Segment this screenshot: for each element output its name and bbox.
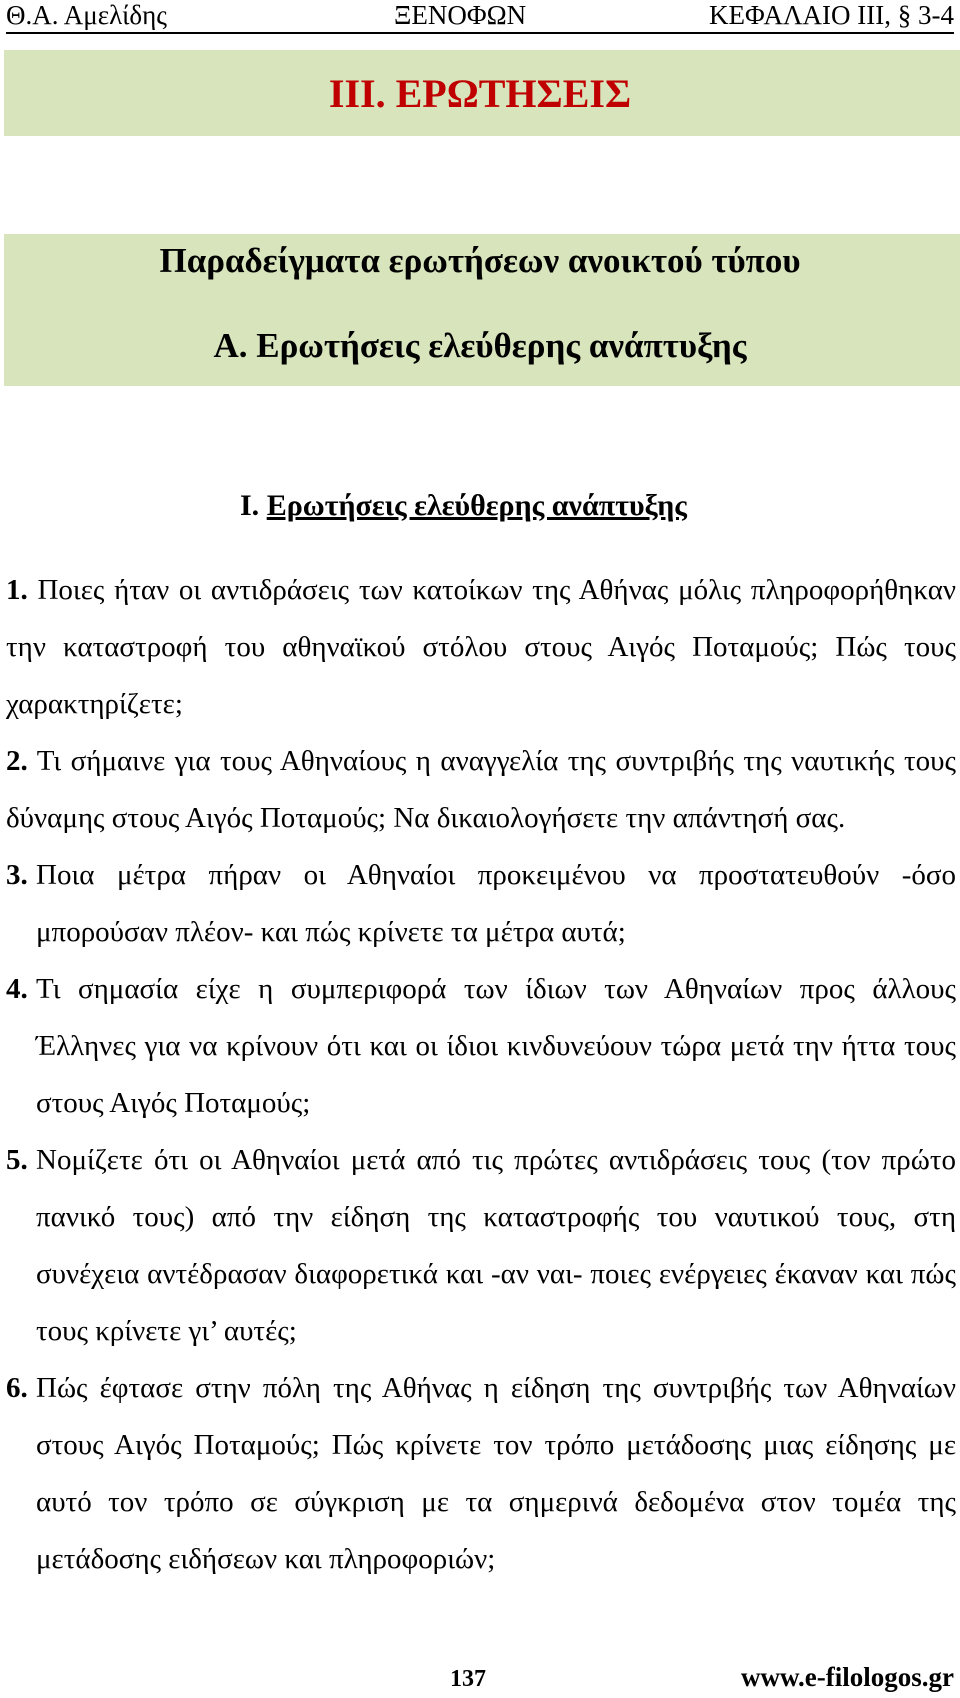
question-text: Τι σημασία είχε η συμπεριφορά των ίδιων των Αθηναίων προς άλλους Έλληνες για να κρίνουν ότι και οι ίδιοι κινδυνεύουν τώρα μετά την ήττα τους στους Αιγός Ποταμούς; [36,973,956,1119]
question-item [6,847,956,961]
header-author: Θ.Α. Αμελίδης [6,0,167,30]
question-item [6,1360,956,1588]
page-number: 137 [450,1666,486,1692]
question-number: 6. [6,1372,28,1404]
section-title: Ερωτήσεις ελεύθερης ανάπτυξης [266,489,687,522]
subtitle-open-questions: Παραδείγματα ερωτήσεων ανοικτού τύπου [159,241,801,280]
question-item [6,961,956,1132]
question-number: 3. [6,859,28,891]
question-text: Νομίζετε ότι οι Αθηναίοι μετά από τις πρώτες αντιδράσεις τους (τον πρώτο πανικό τους) από την είδηση της καταστροφής του ναυτικού τους, στη συνέχεια αντέδρασαν διαφορετικά και -αν ναι- ποιες ενέργειες έκαναν και πώς τους κρίνετε γι’ αυτές; [36,1144,956,1347]
section-number: Ι. [240,489,260,522]
question-number: 4. [6,973,28,1005]
chapter-title: ΙΙΙ. ΕΡΩΤΗΣΕΙΣ [328,71,632,116]
question-list [6,562,956,1588]
question-item [6,733,956,847]
section-heading [240,486,687,526]
question-text: Πώς έφτασε στην πόλη της Αθήνας η είδηση της συντριβής των Αθηναίων στους Αιγός Ποταμούς; Πώς κρίνετε τον τρόπο μετάδοσης μιας είδησης με αυτό τον τρόπο σε σύγκριση με τα σημερινά δεδομένα στον τομέα της μετάδοσης ειδήσεων και πληροφοριών; [36,1372,956,1575]
question-text: Τι σήμαινε για τους Αθηναίους η αναγγελία της συντριβής της ναυτικής τους δύναμης στους Αιγός Ποταμούς; Να δικαιολογήσετε την απάντησή σας. [6,745,956,834]
question-item [6,562,956,733]
subtitle-free-development: Α. Ερωτήσεις ελεύθερης ανάπτυξης [213,326,747,365]
header-work: ΞΕΝΟΦΩΝ [394,0,527,30]
website-link[interactable]: www.e-filologos.gr [741,1662,954,1692]
question-text: Ποια μέτρα πήραν οι Αθηναίοι προκειμένου να προστατευθούν -όσο μπορούσαν πλέον- και πώς κρίνετε τα μέτρα αυτά; [36,859,956,948]
question-item [6,1132,956,1360]
question-text: Ποιες ήταν οι αντιδράσεις των κατοίκων της Αθήνας μόλις πληροφορήθηκαν την καταστροφή του αθηναϊκού στόλου στους Αιγός Ποταμούς; Πώς τους χαρακτηρίζετε; [6,574,956,720]
question-number: 5. [6,1144,28,1176]
question-number: 1. [6,574,28,606]
header-chapter-ref: ΚΕΦΑΛΑΙΟ ΙΙΙ, § 3-4 [709,0,954,30]
question-number: 2. [6,745,28,777]
page-header [6,0,954,34]
